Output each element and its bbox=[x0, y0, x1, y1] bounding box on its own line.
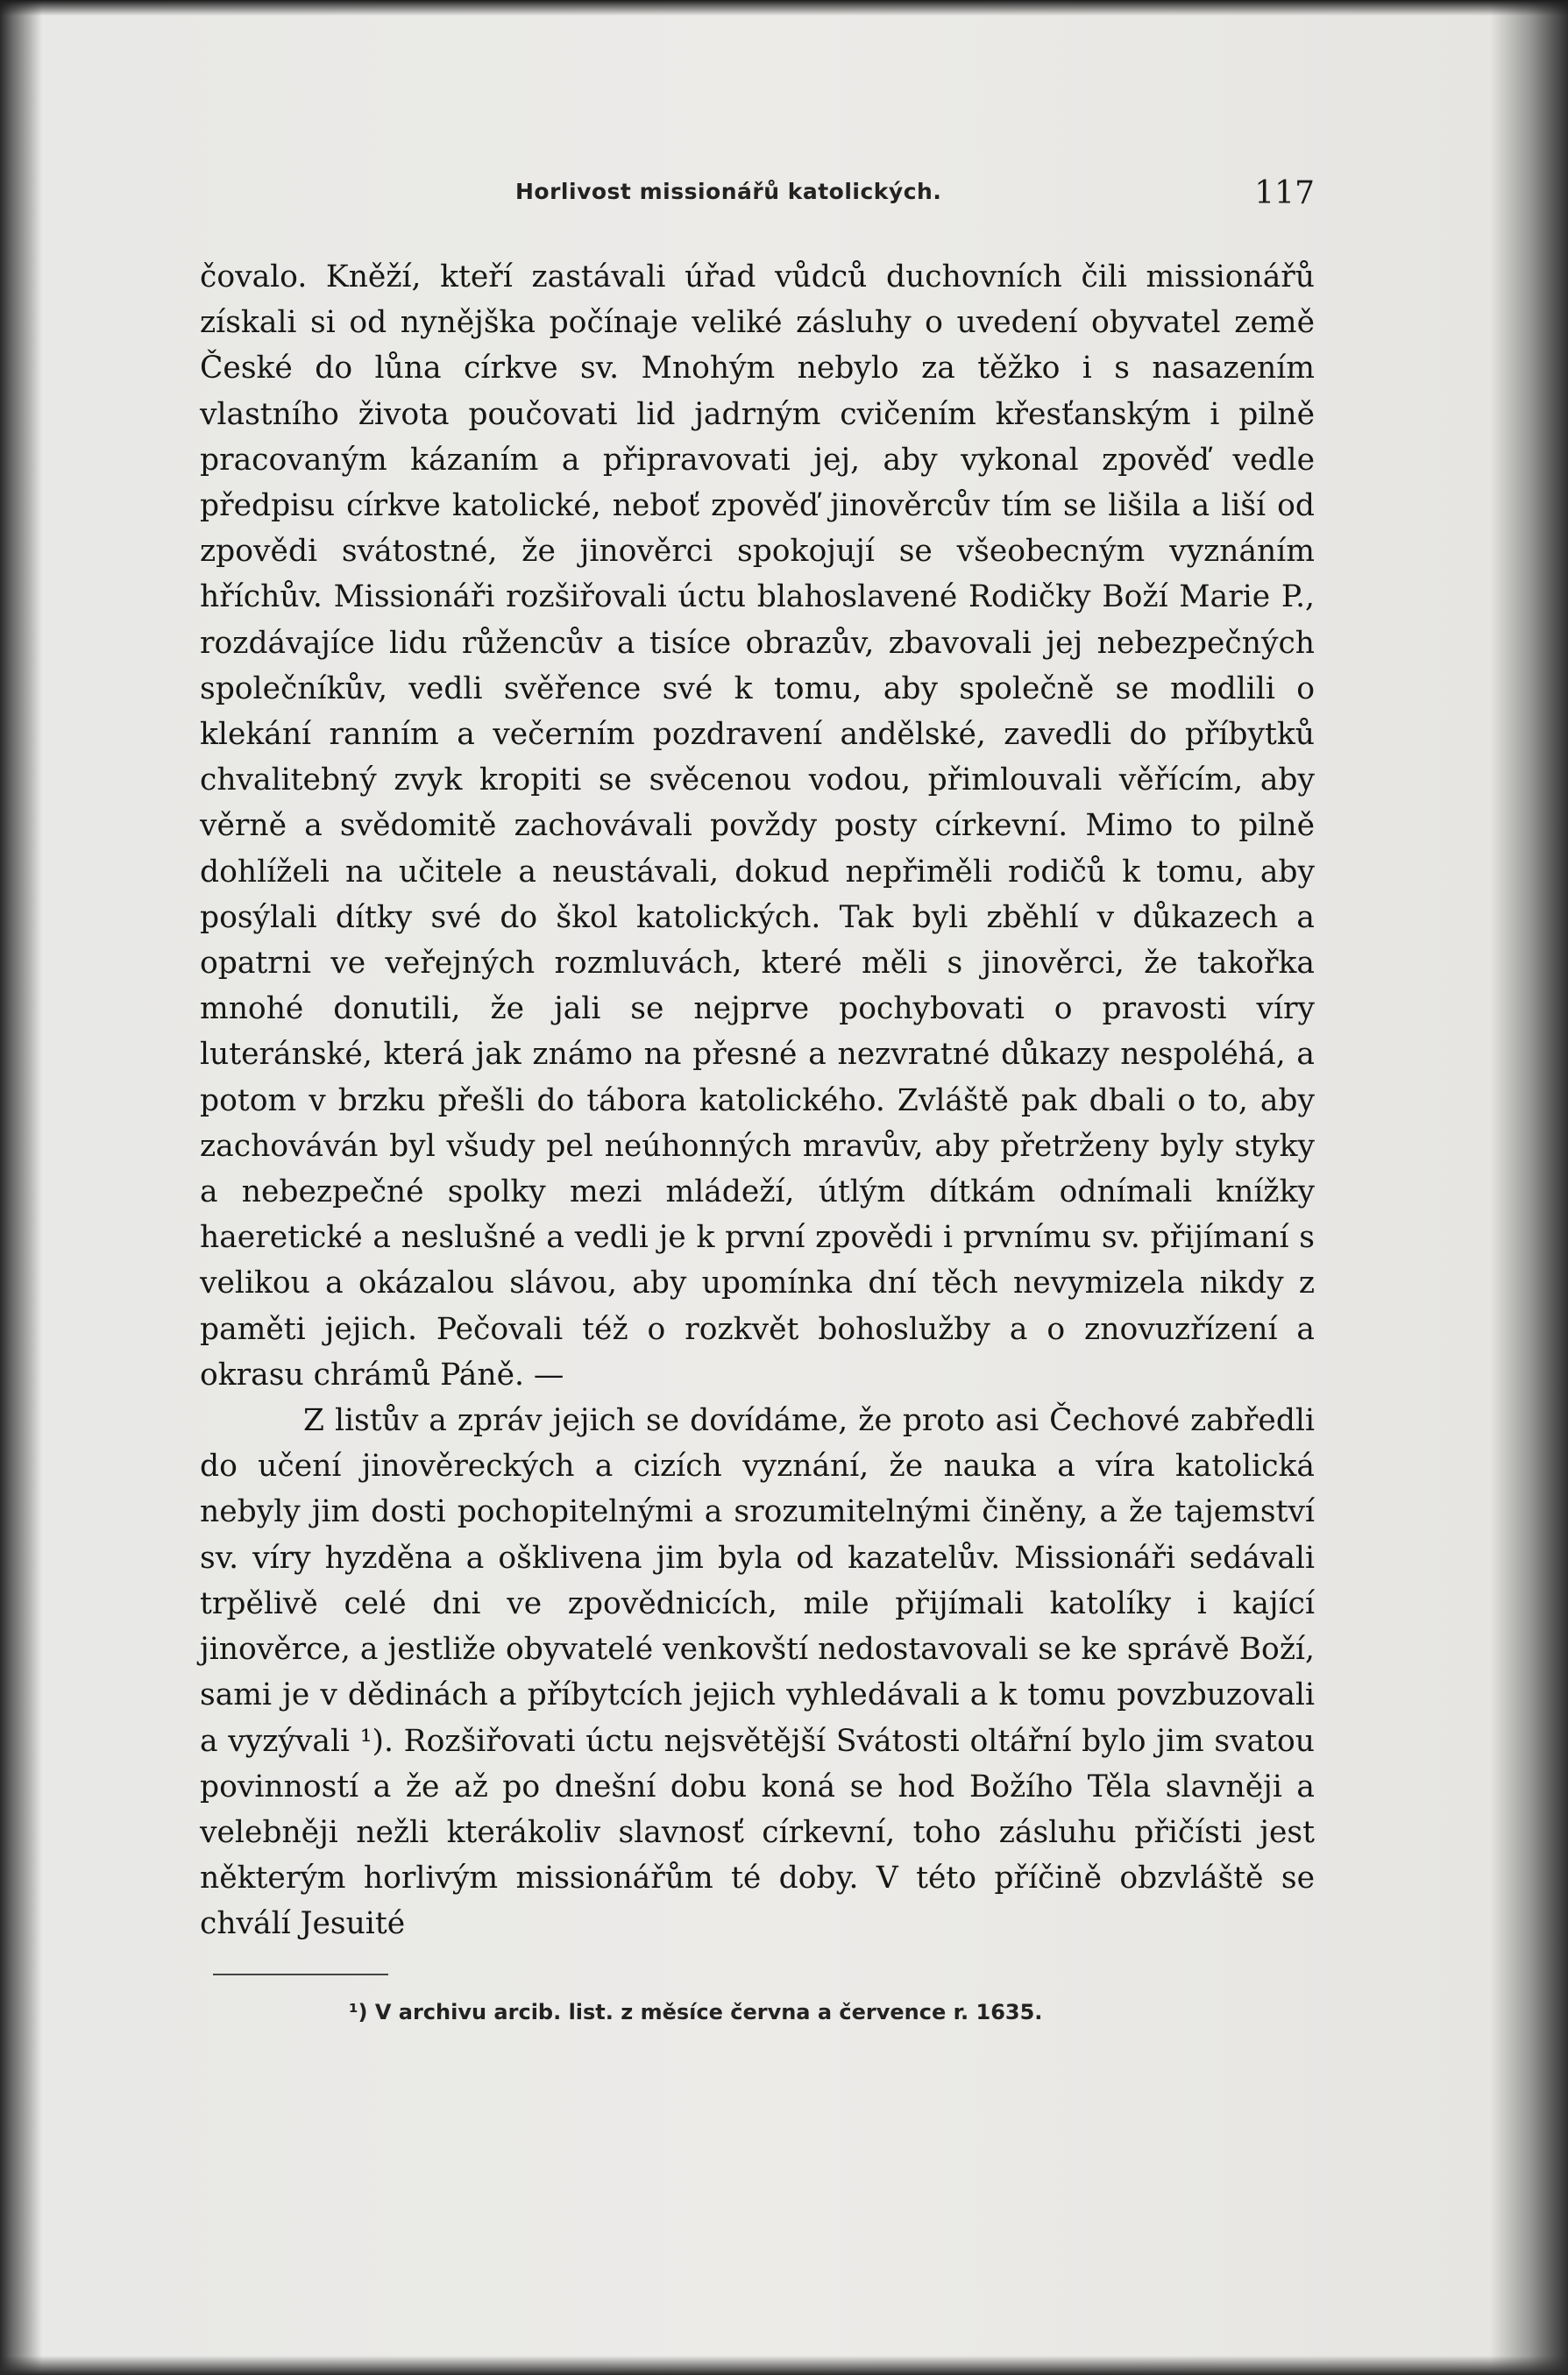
running-title: Horlivost missionářů katolických. bbox=[515, 179, 942, 204]
footnote-marker: ¹) bbox=[349, 1999, 368, 2024]
paragraph-1: čovalo. Kněží, kteří zastávali úřad vůdců duchovních čili missionářů získali si od nynějška počínaje veliké zásluhy o uvedení obyvatel země České do lůna církve sv. Mnohým nebylo za těžko i s nasazením vlastního života poučovati lid jadrným cvičením křesťanským i pilně pracovaným kázaním a připravovati jej, aby vykonal zpověď vedle předpisu církve katolické, neboť zpověď jinověrcův tím se lišila a liší od zpovědi svátostné, že jinověrci spokojují se všeobecným vyznáním hříchův. Missionáři rozšiřovali úctu blahoslavené Rodičky Boží Marie P., rozdávajíce lidu růžencův a tisíce obrazův, zbavovali jej nebezpečných společníkův, vedli svěřence své k tomu, aby společně se modlili o klekání ranním a večerním pozdravení andělské, zavedli do příbytků chvalitebný zvyk kropiti se svěcenou vodou, přimlouvali věřícím, aby věrně a svědomitě zachovávali povždy posty církevní. Mimo to pilně dohlíželi na učitele a neustávali, dokud nepřiměli rodičů k tomu, aby posýlali dítky své do škol katolických. Tak byli zběhlí v důkazech a opatrni ve veřejných rozmluvách, které měli s jinověrci, že takořka mnohé donutili, že jali se nejprve pochybovati o pravosti víry luteránské, která jak známo na přesné a nezvratné důkazy nespoléhá, a potom v brzku přešli do tábora katolického. Zvláště pak dbali o to, aby zachováván byl všudy pel neúhonných mravův, aby přetrženy byly styky a nebezpečné spolky mezi mládeží, útlým dítkám odnímali knížky haeretické a neslušné a vedli je k první zpovědi i prvnímu sv. přijímaní s velikou a okázalou slávou, aby upomínka dní těch nevymizela nikdy z paměti jejich. Pečovali též o rozkvět bohoslužby a o znovuzřízení a okrasu chrámů Páně. — bbox=[200, 259, 1315, 1393]
footnote bbox=[349, 2000, 1315, 2024]
paragraph-2: Z listův a zpráv jejich se dovídáme, že proto asi Čechové zabředli do učení jinověreckých a cizích vyznání, že nauka a víra katolická nebyly jim dosti pochopitelnými a srozumitelnými činěny, a že tajemství sv. víry hyzděna a ošklivena jim byla od kazatelův. Missionáři sedávali trpělivě celé dni ve zpovědnicích, mile přijímali katolíky i kající jinověrce, a jestliže obyvatelé venkovští nedostavovali se ke správě Boží, sami je v dědinách a příbytcích jejich vyhledávali a k tomu povzbuzovali a vyzývali ¹). Rozšiřovati úctu nejsvětější Svátosti oltářní bylo jim svatou povinností a že až po dnešní dobu koná se hod Božího Těla slavněji a velebněji nežli kterákoliv slavnosť církevní, toho zásluhu přičísti jest některým horlivým missionářům té doby. V této příčině obzvláště se chválí Jesuité bbox=[200, 1403, 1315, 1942]
page-content bbox=[200, 175, 1315, 2024]
page-header bbox=[200, 175, 1315, 228]
footnote-divider bbox=[213, 1974, 388, 1975]
body-text bbox=[200, 254, 1315, 1947]
scan-top-edge bbox=[0, 0, 1568, 16]
scan-bottom-edge bbox=[0, 2356, 1568, 2375]
footnote-text: V archivu arcib. list. z měsíce června a července r. 1635. bbox=[374, 1999, 1043, 2024]
page-number: 117 bbox=[1254, 175, 1315, 211]
